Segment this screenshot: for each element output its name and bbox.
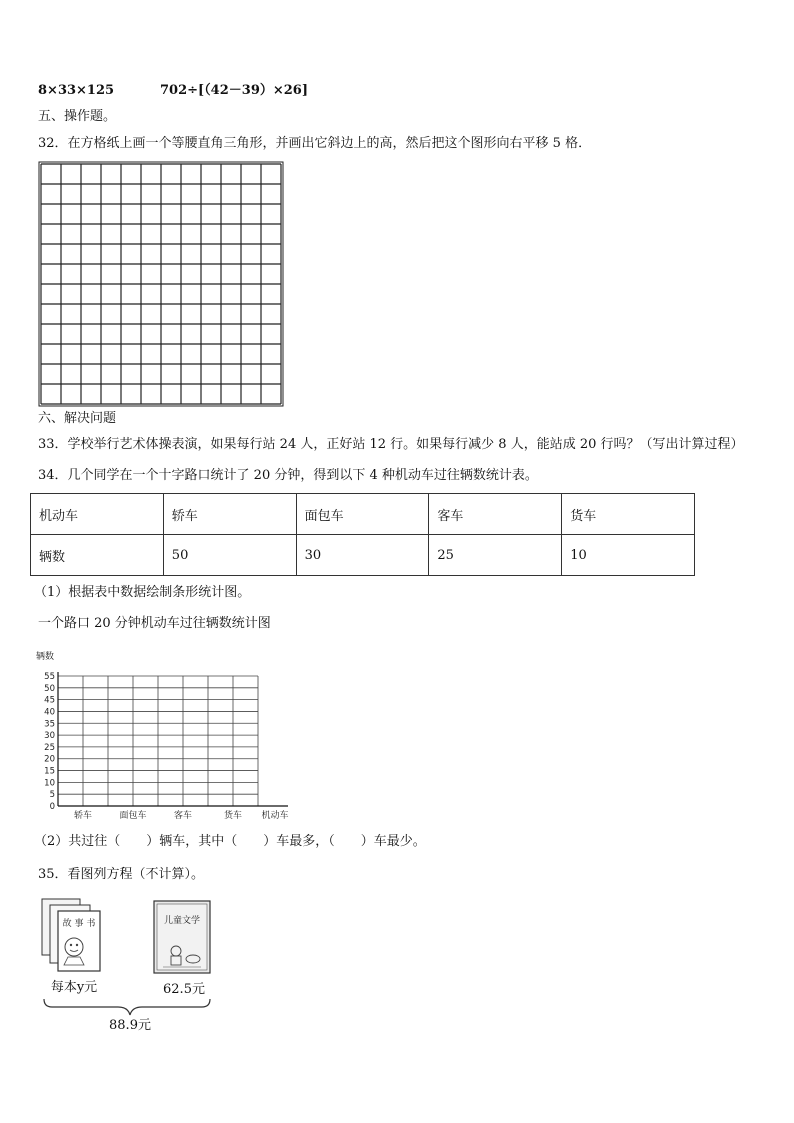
total-brace: [44, 999, 210, 1015]
y-tick-label: 10: [44, 778, 55, 789]
children-literature-price: 62.5元: [163, 982, 205, 997]
x-category-label: 客车: [173, 811, 193, 821]
y-tick-label: 25: [44, 742, 55, 753]
table-cell: 轿车: [163, 494, 296, 535]
square-grid-paper: [38, 161, 286, 407]
chart-title: 一个路口 20 分钟机动车过往辆数统计图: [38, 616, 271, 631]
total-price: 88.9元: [109, 1018, 151, 1033]
y-tick-label: 5: [49, 790, 55, 801]
y-tick-label: 20: [44, 754, 55, 765]
table-cell: 辆数: [31, 535, 164, 576]
table-cell: 客车: [429, 494, 562, 535]
x-category-label: 货车: [223, 811, 243, 821]
x-category-label: 面包车: [119, 811, 147, 821]
y-tick-label: 50: [44, 683, 55, 694]
question-34-part-1: （1）根据表中数据绘制条形统计图。: [34, 585, 251, 600]
question-33: 33．学校举行艺术体操表演，如果每行站 24 人，正好站 12 行。如果每行减少 8 人，能站成 20 行吗？（写出计算过程）: [38, 437, 744, 452]
story-books-icon: [42, 899, 100, 971]
story-book-title: 故 事 书: [62, 919, 96, 929]
y-tick-label: 30: [44, 731, 55, 742]
y-tick-label: 0: [49, 802, 55, 812]
expression-1: 8×33×125: [38, 83, 115, 98]
question-35: 35．看图列方程（不计算）。: [38, 867, 205, 882]
x-category-label: 轿车: [73, 811, 93, 821]
table-cell: 30: [296, 535, 429, 576]
y-tick-label: 35: [44, 719, 55, 730]
section-5-title: 五、操作题。: [38, 109, 117, 124]
y-tick-label: 55: [44, 672, 55, 682]
table-cell: 10: [562, 535, 695, 576]
y-tick-label: 40: [44, 707, 55, 718]
table-cell: 50: [163, 535, 296, 576]
children-literature-book-icon: [154, 901, 210, 973]
table-header-row: [31, 494, 695, 535]
table-cell: 机动车: [31, 494, 164, 535]
table-row: [31, 535, 695, 576]
question-34: 34．几个同学在一个十字路口统计了 20 分钟，得到以下 4 种机动车过往辆数统计表。: [38, 468, 538, 483]
table-cell: 面包车: [296, 494, 429, 535]
y-tick-label: 15: [44, 766, 55, 777]
question-32: 32．在方格纸上画一个等腰直角三角形，并画出它斜边上的高，然后把这个图形向右平移 5 格．: [38, 136, 592, 151]
y-axis-label: 辆数: [36, 652, 55, 662]
question-34-part-2: （2）共过往（ ）辆车，其中（ ）车最多，（ ）车最少。: [34, 834, 426, 849]
expression-2: 702÷[（42－39）×26]: [160, 83, 308, 98]
x-axis-label: 机动车: [261, 811, 289, 821]
blank-bar-chart: [30, 643, 330, 823]
y-tick-label: 45: [44, 695, 55, 706]
section-6-title: 六、解决问题: [38, 411, 117, 426]
books-figure: [36, 895, 236, 1035]
children-literature-title: 儿童文学: [163, 916, 201, 926]
table-cell: 货车: [562, 494, 695, 535]
table-cell: 25: [429, 535, 562, 576]
price-per-story-book: 每本y元: [50, 980, 98, 995]
vehicle-count-table: [30, 493, 695, 576]
